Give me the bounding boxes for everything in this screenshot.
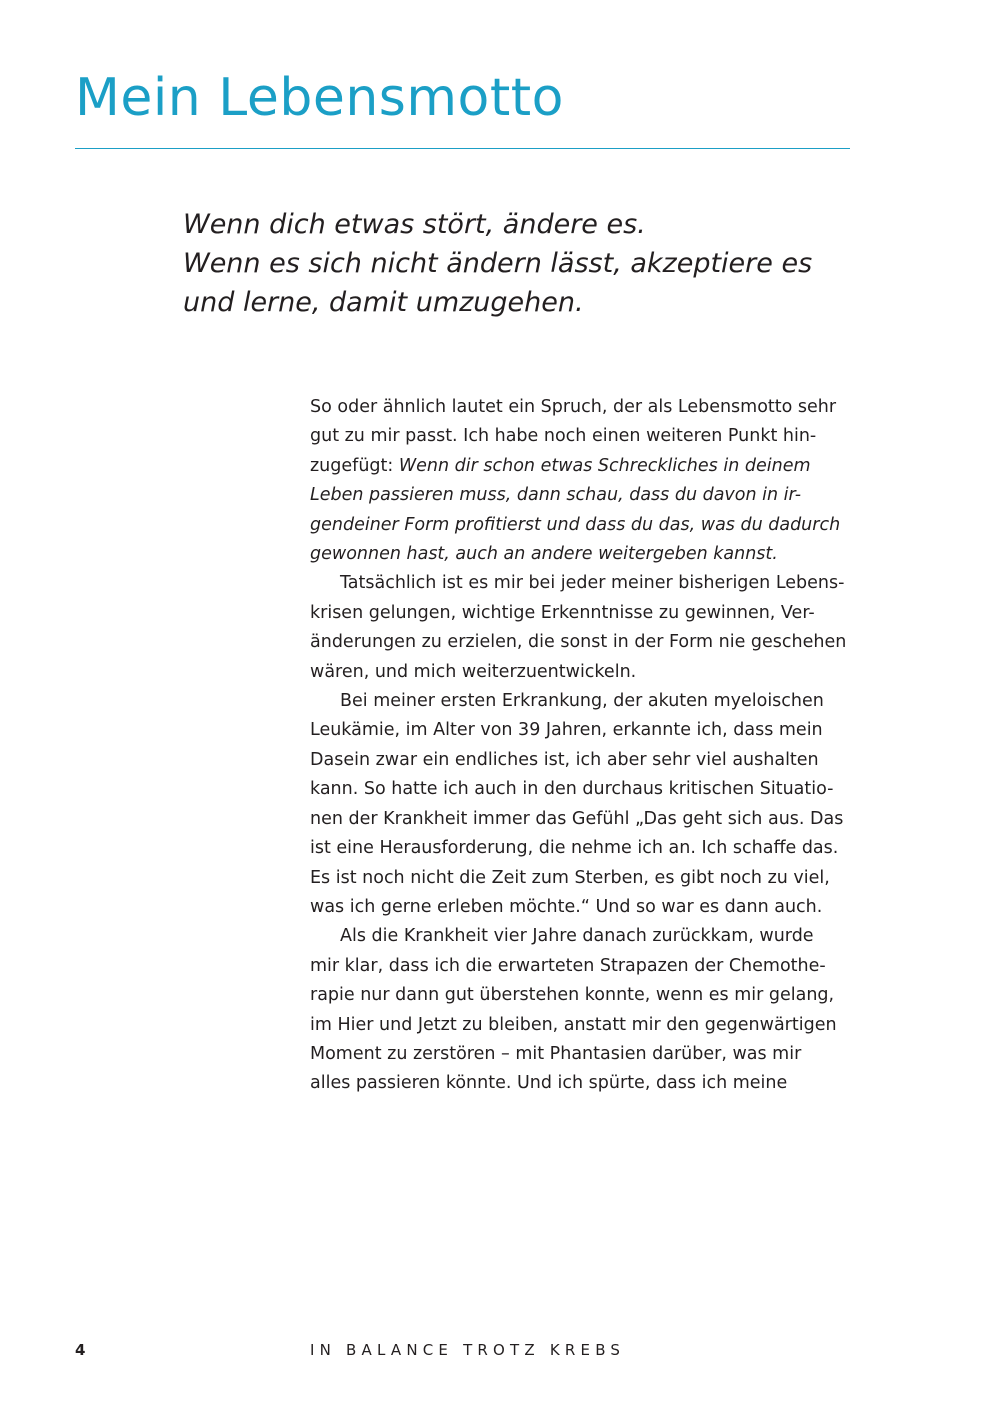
- text-line: im Hier und Jetzt zu bleiben, anstatt mir den gegenwärtigen: [310, 1014, 837, 1035]
- text-line: Es ist noch nicht die Zeit zum Sterben, es gibt noch zu viel,: [310, 867, 830, 888]
- text-line: gut zu mir passt. Ich habe noch einen weiteren Punkt hin-: [310, 426, 817, 447]
- text-line: Moment zu zerstören – mit Phantasien darüber, was mir: [310, 1043, 802, 1064]
- page-title: Mein Lebensmotto: [75, 68, 564, 128]
- motto-line: Wenn es sich nicht ändern lässt, akzeptiere es: [183, 248, 813, 279]
- text-line-emphasis: gewonnen hast, auch an andere weitergeben kannst.: [310, 544, 778, 565]
- text-line: Als die Krankheit vier Jahre danach zurückkam, wurde: [340, 926, 814, 947]
- motto-line: und lerne, damit umzugehen.: [183, 287, 584, 318]
- text-line: alles passieren könnte. Und ich spürte, dass ich meine: [310, 1073, 788, 1094]
- text-line: änderungen zu erzielen, die sonst in der Form nie geschehen: [310, 632, 847, 653]
- paragraph-2: [310, 569, 855, 687]
- text-line: nen der Krankheit immer das Gefühl „Das geht sich aus. Das: [310, 808, 844, 829]
- text-line: kann. So hatte ich auch in den durchaus kritischen Situatio-: [310, 779, 834, 800]
- text-line: Leukämie, im Alter von 39 Jahren, erkannte ich, dass mein: [310, 720, 823, 741]
- motto-quote: [183, 205, 863, 322]
- title-divider: [75, 148, 850, 149]
- page-number: 4: [75, 1341, 86, 1359]
- text-line: [310, 452, 855, 481]
- text-line-emphasis: Leben passieren muss, dann schau, dass du davon in ir-: [310, 485, 802, 506]
- text-line: rapie nur dann gut überstehen konnte, wenn es mir gelang,: [310, 985, 835, 1006]
- text-line-emphasis: gendeiner Form profitierst und dass du das, was du dadurch: [310, 514, 841, 535]
- text-line: Bei meiner ersten Erkrankung, der akuten myeloischen: [340, 691, 824, 712]
- text-line: wären, und mich weiterzuentwickeln.: [310, 661, 637, 682]
- text-plain: zugefügt:: [310, 455, 399, 476]
- text-line: Dasein zwar ein endliches ist, ich aber sehr viel aushalten: [310, 749, 819, 770]
- body-text: [310, 393, 855, 1099]
- text-line: krisen gelungen, wichtige Erkenntnisse zu gewinnen, Ver-: [310, 602, 815, 623]
- motto-line: Wenn dich etwas stört, ändere es.: [183, 209, 646, 240]
- running-footer-title: IN BALANCE TROTZ KREBS: [310, 1341, 626, 1359]
- text-emphasis: Wenn dir schon etwas Schreckliches in deinem: [398, 455, 811, 476]
- paragraph-3: [310, 687, 855, 922]
- text-line: ist eine Herausforderung, die nehme ich an. Ich schaffe das.: [310, 838, 839, 859]
- text-line: So oder ähnlich lautet ein Spruch, der als Lebensmotto sehr: [310, 397, 837, 417]
- text-line: Tatsächlich ist es mir bei jeder meiner bisherigen Lebens-: [340, 573, 845, 594]
- text-line: was ich gerne erleben möchte.“ Und so war es dann auch.: [310, 896, 823, 917]
- paragraph-4: [310, 922, 855, 1098]
- paragraph-1: [310, 393, 855, 569]
- text-line: mir klar, dass ich die erwarteten Strapazen der Chemothe-: [310, 955, 826, 976]
